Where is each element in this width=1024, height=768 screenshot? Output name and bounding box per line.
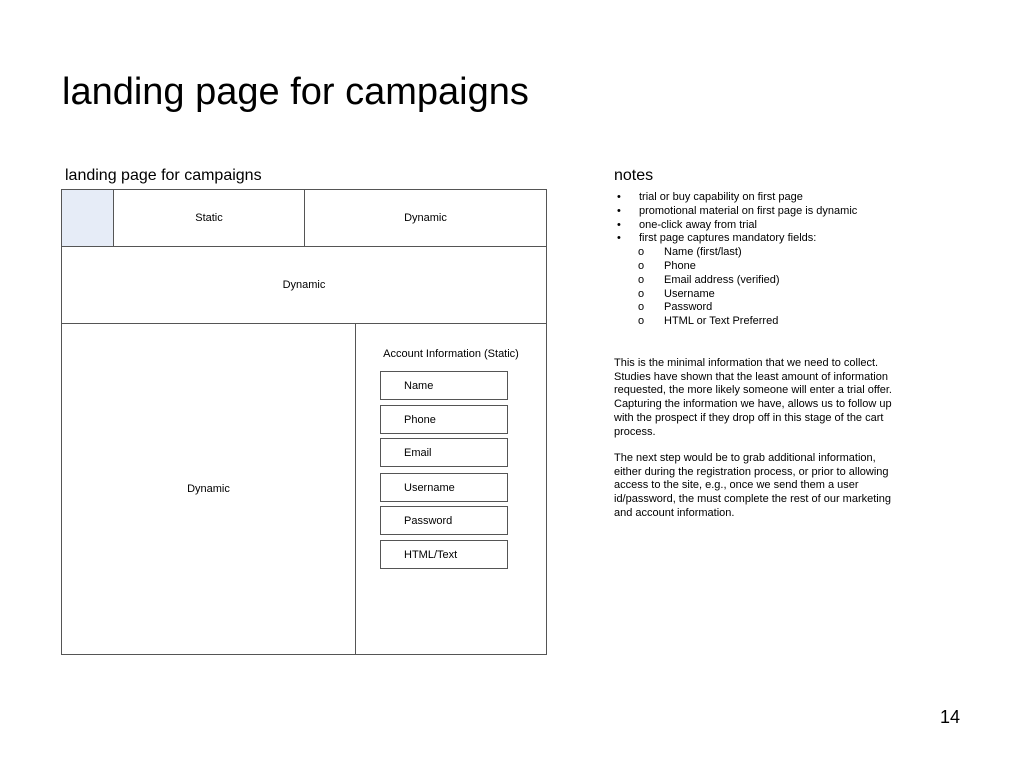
notes-sub-bullet: o Name (first/last) — [638, 246, 742, 259]
notes-list — [614, 191, 904, 329]
bullet-circle-icon: o — [638, 259, 645, 272]
html-text-field-box: HTML/Text — [380, 540, 508, 569]
bullet-dot-icon: • — [617, 204, 621, 217]
wireframe-caption: landing page for campaigns — [65, 167, 262, 184]
middle-dynamic-cell — [62, 247, 546, 324]
page-number: 14 — [940, 707, 961, 727]
notes-sub-bullet: o Password — [638, 301, 713, 314]
notes-bullet: • promotional material on first page is dynamic — [617, 204, 858, 217]
notes-paragraph-2: The next step would be to grab additional information, either during the registration process, or prior to allowing access to the site, e.g., once we send them a user id/password, the must complete the rest of our marketing and account information. — [614, 452, 891, 519]
top-dynamic-label: Dynamic — [404, 212, 447, 224]
notes-caption: notes — [614, 167, 654, 184]
email-field-box: Email — [380, 438, 508, 467]
top-static-label: Static — [195, 212, 223, 224]
left-dynamic-label: Dynamic — [187, 483, 230, 495]
slide-title: landing page for campaigns — [62, 71, 529, 113]
bullet-dot-icon: • — [617, 191, 621, 203]
notes-paragraph-1: This is the minimal information that we need to collect. Studies have shown that the least amount of information requested, the more likely someone will enter a trial offer. Capturing the information we have, allows us to follow up with the prospect if they drop off in this stage of the cart process. — [614, 357, 892, 438]
notes-sub-bullet: o Phone — [638, 259, 696, 272]
password-field-box: Password — [380, 506, 508, 535]
account-information-panel — [356, 324, 546, 654]
account-information-title: Account Information (Static) — [383, 348, 519, 360]
wireframe-diagram — [61, 189, 547, 655]
notes-sub-bullet: o HTML or Text Preferred — [638, 315, 779, 328]
bullet-circle-icon: o — [638, 315, 645, 328]
bullet-circle-icon: o — [638, 287, 645, 300]
notes-sub-bullet: o Email address (verified) — [638, 273, 780, 286]
bullet-circle-icon: o — [638, 273, 645, 286]
bullet-circle-icon: o — [638, 246, 645, 259]
logo-placeholder-cell — [62, 190, 114, 247]
notes-sub-bullet: o Username — [638, 287, 715, 300]
middle-dynamic-label: Dynamic — [282, 279, 326, 291]
bullet-circle-icon: o — [638, 301, 645, 314]
phone-field-box: Phone — [380, 405, 508, 434]
top-static-cell — [114, 190, 305, 247]
bullet-dot-icon: • — [617, 218, 621, 231]
notes-bullet: • first page captures mandatory fields: — [617, 232, 817, 245]
notes-bullet: • trial or buy capability on first page — [617, 191, 803, 203]
username-field-box: Username — [380, 473, 508, 502]
notes-bullet: • one-click away from trial — [617, 218, 757, 231]
name-field-box: Name — [380, 371, 508, 400]
left-dynamic-cell — [62, 324, 356, 654]
bullet-dot-icon: • — [617, 232, 621, 245]
top-dynamic-cell — [305, 190, 546, 247]
